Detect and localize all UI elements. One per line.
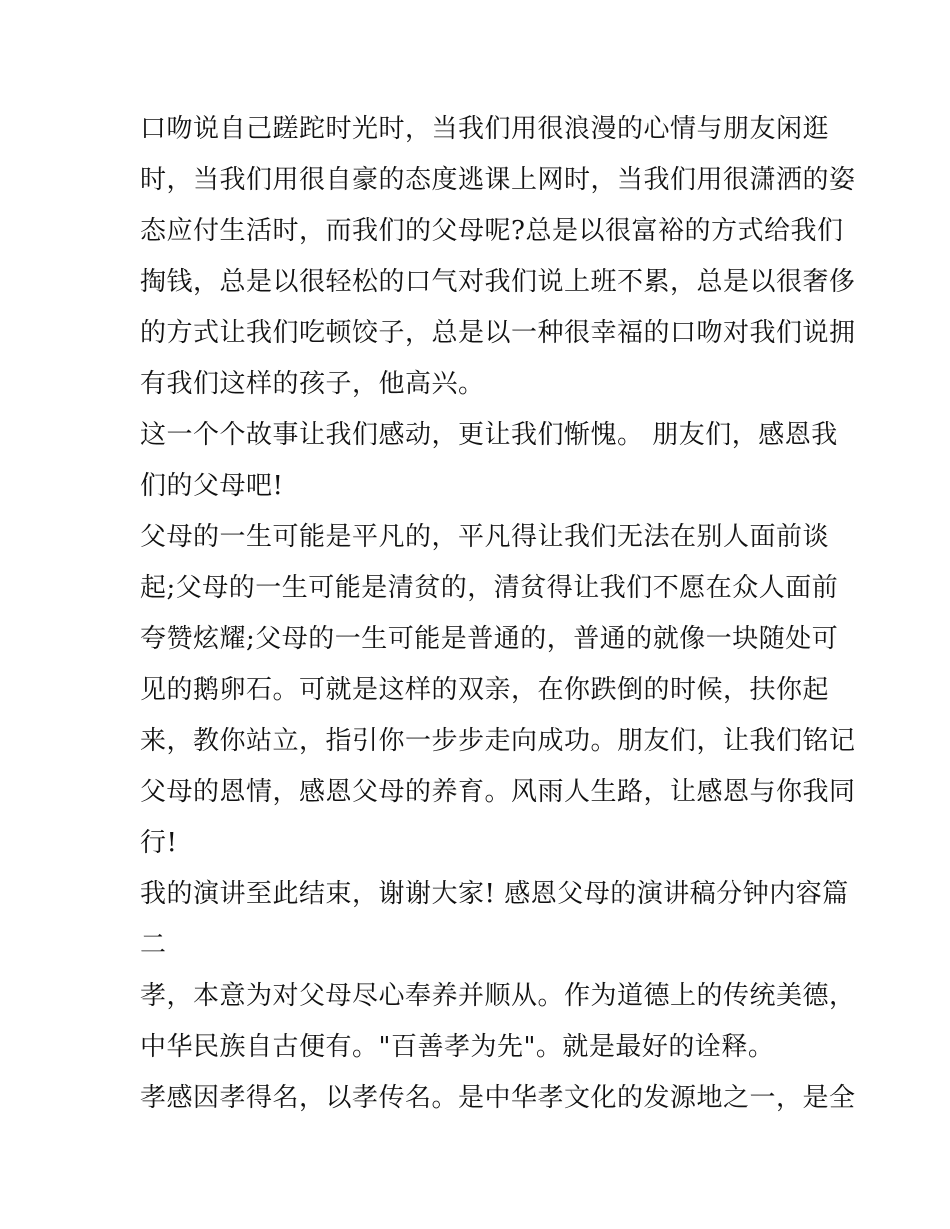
document-body — [140, 104, 856, 1124]
text-line: 我的演讲至此结束，谢谢大家! 感恩父母的演讲稿分钟内容篇 — [140, 879, 849, 909]
text-line: 来，教你站立，指引你一步步走向成功。朋友们，让我们铭记 — [140, 726, 856, 756]
text-line: 孝，本意为对父母尽心奉养并顺从。作为道德上的传统美德， — [140, 981, 856, 1011]
text-line: 夸赞炫耀;父母的一生可能是普通的，普通的就像一块随处可 — [140, 624, 839, 654]
text-line: 起;父母的一生可能是清贫的，清贫得让我们不愿在众人面前 — [140, 573, 839, 603]
text-line: 孝感因孝得名，以孝传名。是中华孝文化的发源地之一，是全 — [140, 1083, 856, 1113]
text-line: 的方式让我们吃顿饺子，总是以一种很幸福的口吻对我们说拥 — [140, 318, 856, 348]
text-line: 二 — [140, 930, 167, 960]
text-line: 有我们这样的孩子，他高兴。 — [140, 369, 485, 399]
text-line: 行! — [140, 828, 178, 858]
text-line: 口吻说自己蹉跎时光时，当我们用很浪漫的心情与朋友闲逛 — [140, 114, 830, 144]
text-line: 父母的恩情，感恩父母的养育。风雨人生路，让感恩与你我同 — [140, 777, 856, 807]
text-line: 们的父母吧! — [140, 471, 284, 501]
text-line: 中华民族自古便有。"百善孝为先"。就是最好的诠释。 — [140, 1032, 775, 1062]
text-line: 父母的一生可能是平凡的，平凡得让我们无法在别人面前谈 — [140, 522, 830, 552]
text-line: 这一个个故事让我们感动，更让我们惭愧。 朋友们，感恩我 — [140, 420, 838, 450]
text-line: 掏钱，总是以很轻松的口气对我们说上班不累，总是以很奢侈 — [140, 267, 856, 297]
text-line: 态应付生活时，而我们的父母呢?总是以很富裕的方式给我们 — [140, 216, 844, 246]
text-line: 时，当我们用很自豪的态度逃课上网时，当我们用很潇洒的姿 — [140, 165, 856, 195]
text-line: 见的鹅卵石。可就是这样的双亲，在你跌倒的时候，扶你起 — [140, 675, 830, 705]
